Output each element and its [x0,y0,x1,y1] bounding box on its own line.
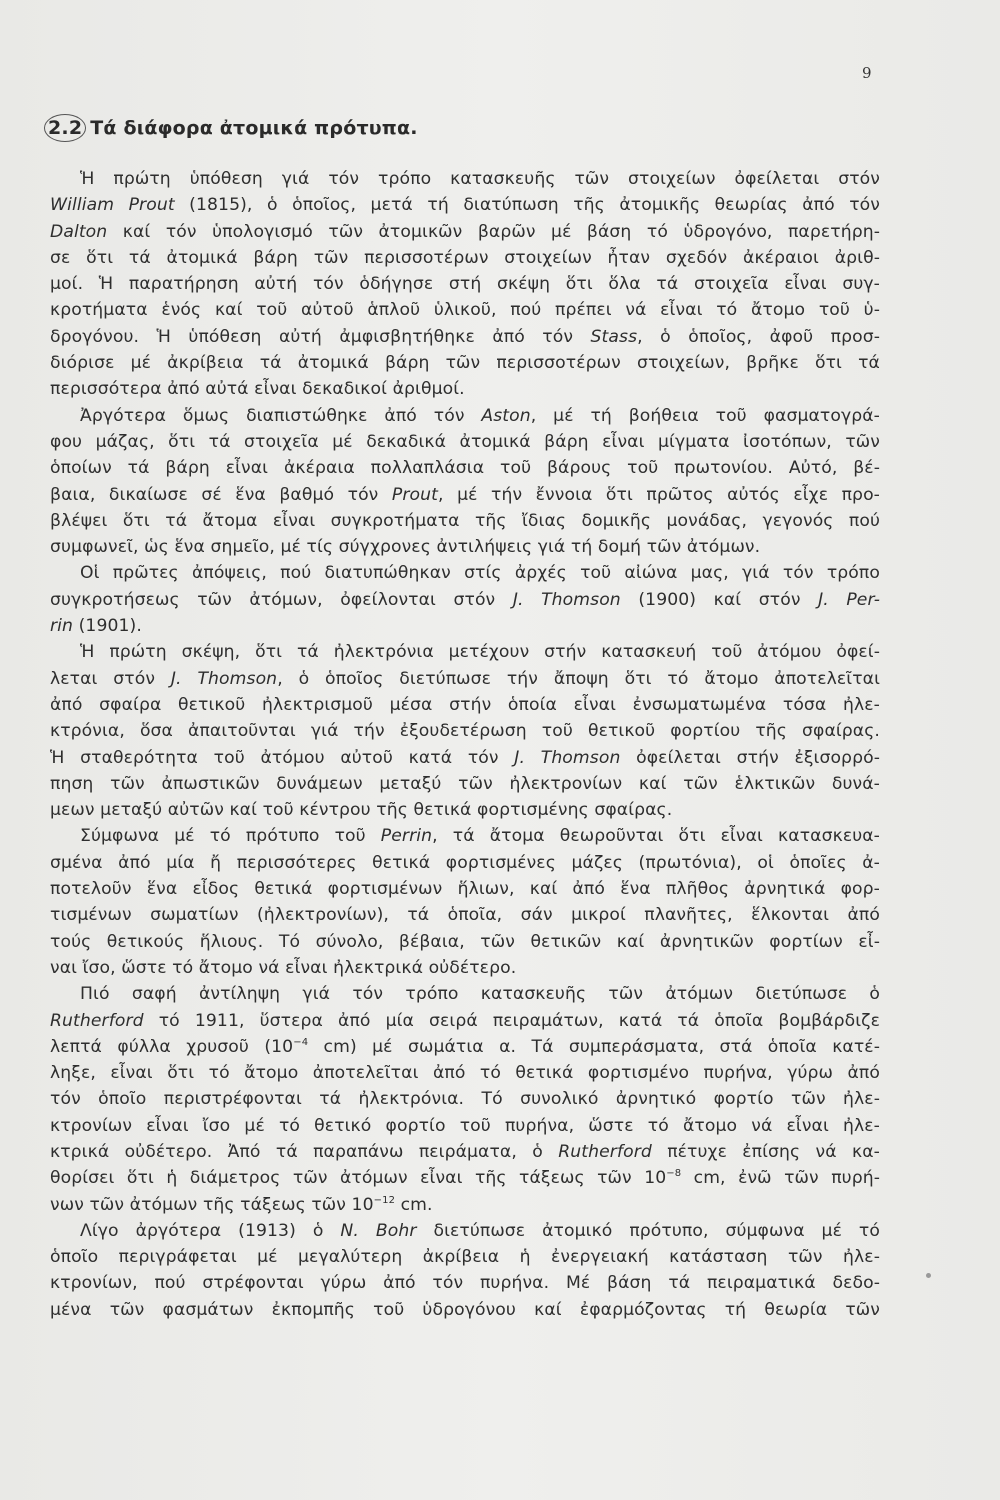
text-line: rin (1901). [50,616,142,637]
person-name: Aston [481,405,531,426]
exponent: −4 [293,1036,309,1048]
text-line: συμφωνεῖ, ὡς ἕνα σημεῖο, μέ τίς σύγχρονες ἀντιλήψεις γιά τή δομή τῶν ἀτόμων. [50,537,761,558]
text-line: Σύμφωνα μέ τό πρότυπο τοῦ Perrin, τά ἄτομα θεωροῦνται ὅτι εἶναι κατασκευα- [80,826,880,847]
text-line: λεπτά φύλλα χρυσοῦ ($10^{-4}$ cm) μέ σωμάτια α. Τά συμπεράσματα, στά ὁποῖα κατέ- [50,1036,880,1057]
text-line: κτρονίων, πού στρέφονται γύρω ἀπό τόν πυρήνα. Μέ βάση τά πειραματικά δεδο- [50,1273,880,1294]
person-name: Rutherford [558,1141,652,1162]
section-title: Τά διάφορα ἀτομικά πρότυπα. [90,117,418,139]
text-line: Πιό σαφή ἀντίληψη γιά τόν τρόπο κατασκευῆς τῶν ἀτόμων διετύπωσε ὁ [80,984,880,1005]
text-line: μένα τῶν φασμάτων ἐκπομπῆς τοῦ ὑδρογόνου καί ἐφαρμόζοντας τή θεωρία τῶν [50,1299,880,1320]
section-number: 2.2 [44,114,86,142]
person-name: J. Thomson [514,747,621,768]
text-line: ναι ἴσο, ὥστε τό ἄτομο νά εἶναι ἠλεκτρικά οὐδέτερο. [50,957,517,978]
text-line: λεται στόν J. Thomson, ὁ ὁποῖος διετύπωσε τήν ἄποψη ὅτι τό ἄτομο ἀποτελεῖται [50,668,881,689]
text-line: τόν ὁποῖο περιστρέφονται τά ἠλεκτρόνια. Τό συνολικό ἀρνητικό φορτίο τῶν ἠλε- [50,1089,880,1110]
text-line: ἀπό σφαίρα θετικοῦ ἠλεκτρισμοῦ μέσα στήν ὁποία εἶναι ἐνσωματωμένα τόσα ἠλε- [50,694,880,715]
text-line: σε ὅτι τά ἀτομικά βάρη τῶν περισσοτέρων στοιχείων ἦταν σχεδόν ἀκέραιοι ἀριθ- [50,247,880,268]
text-line: Rutherford τό 1911, ὕστερα ἀπό μία σειρά πειραμάτων, κατά τά ὁποῖα βομβάρδιζε [50,1010,880,1031]
text-line: διόρισε μέ ἀκρίβεια τά ἀτομικά βάρη τῶν περισσοτέρων στοιχείων, βρῆκε ὅτι τά [50,353,880,374]
exponent: −8 [666,1168,682,1180]
person-name: Prout [391,484,438,505]
text-line: Dalton καί τόν ὑπολογισμό τῶν ἀτομικῶν βαρῶν μέ βάση τό ὑδρογόνο, παρετήρη- [50,221,880,242]
person-name: Perrin [380,826,433,847]
text-line: Ἀργότερα ὅμως διαπιστώθηκε ἀπό τόν Aston, μέ τή βοήθεια τοῦ φασματογρά- [80,405,880,426]
text-line: ληξε, εἶναι ὅτι τό ἄτομο ἀποτελεῖται ἀπό τό θετικά φορτισμένο πυρήνα, γύρω ἀπό [50,1063,880,1084]
person-name: J. Thomson [170,668,278,689]
text-line: ποτελοῦν ἕνα εἶδος θετικά φορτισμένων ἥλιων, καί ἀπό ἕνα πλῆθος ἀρνητικά φορ- [50,879,880,900]
text-line: Οἱ πρῶτες ἀπόψεις, πού διατυπώθηκαν στίς ἀρχές τοῦ αἰώνα μας, γιά τόν τρόπο [80,563,880,584]
text-line: τούς θετικούς ἥλιους. Τό σύνολο, βέβαια, τῶν θετικῶν καί ἀρνητικῶν φορτίων εἶ- [50,931,880,952]
person-name: William Prout [50,195,175,216]
text-line: Λίγο ἀργότερα (1913) ὁ N. Bohr διετύπωσε ἀτομικό πρότυπο, σύμφωνα μέ τό [80,1220,880,1241]
person-name: J. Thomson [512,589,621,610]
text-line: Ἡ πρώτη σκέψη, ὅτι τά ἠλεκτρόνια μετέχουν στήν κατασκευή τοῦ ἀτόμου ὀφεί- [80,642,880,663]
text-line: φου μάζας, ὅτι τά στοιχεῖα μέ δεκαδικά ἀτομικά βάρη εἶναι μίγματα ἰσοτόπων, τῶν [50,431,880,452]
text-line: βαια, δικαίωσε σέ ἕνα βαθμό τόν Prout, μέ τήν ἔννοια ὅτι πρῶτος αὐτός εἶχε προ- [50,484,880,505]
text-line: περισσότερα ἀπό αὐτά εἶναι δεκαδικοί ἀριθμοί. [50,379,465,400]
text-line: ὁποίων τά βάρη εἶναι ἀκέραια πολλαπλάσια τοῦ βάρους τοῦ πρωτονίου. Αὐτό, βέ- [50,458,880,479]
text-line: μοί. Ἡ παρατήρηση αὐτή τόν ὁδήγησε στή σκέψη ὅτι ὅλα τά στοιχεῖα εἶναι συγ- [50,274,880,295]
text-line: νων τῶν ἀτόμων τῆς τάξεως τῶν $10^{-12}$ cm. [50,1194,433,1215]
person-name: rin [50,616,74,637]
text-line: κτρόνια, ὅσα ἀπαιτοῦνται γιά τήν ἐξουδετέρωση τοῦ θετικοῦ φορτίου τῆς σφαίρας. [50,721,880,742]
person-name: Rutherford [50,1010,144,1031]
text-line: William Prout (1815), ὁ ὁποῖος, μετά τή διατύπωση τῆς ἀτομικῆς θεωρίας ἀπό τόν [50,195,880,216]
text-line: κροτήματα ἑνός καί τοῦ αὐτοῦ ἁπλοῦ ὑλικοῦ, πού πρέπει νά εἶναι τό ἄτομο τοῦ ὑ- [50,300,880,321]
person-name: Stass [590,326,638,347]
person-name: J. Per- [818,589,881,610]
text-line: μεων μεταξύ αὐτῶν καί τοῦ κέντρου τῆς θετικά φορτισμένης σφαίρας. [50,800,673,821]
text-line: σμένα ἀπό μία ἤ περισσότερες θετικά φορτισμένες μάζες (πρωτόνια), οἱ ὁποῖες ἀ- [50,852,880,873]
text-line: βλέψει ὅτι τά ἄτομα εἶναι συγκροτήματα τῆς ἴδιας δομικῆς μονάδας, γεγονός πού [50,510,880,531]
text-line: κτρικά οὐδέτερο. Ἀπό τά παραπάνω πειράματα, ὁ Rutherford πέτυχε ἐπίσης νά κα- [50,1141,880,1162]
section-heading [50,114,418,142]
person-name: N. Bohr [340,1220,417,1241]
text-line: πηση τῶν ἀπωστικῶν δυνάμεων μεταξύ τῶν ἠλεκτρονίων καί τῶν ἑλκτικῶν δυνά- [50,773,880,794]
text-line: Ἡ πρώτη ὑπόθεση γιά τόν τρόπο κατασκευῆς τῶν στοιχείων ὀφείλεται στόν [80,169,880,189]
body-text [50,166,880,1323]
text-line: δρογόνου. Ἡ ὑπόθεση αὐτή ἀμφισβητήθηκε ἀπό τόν Stass, ὁ ὁποῖος, ἀφοῦ προσ- [50,326,880,347]
text-line: Ἡ σταθερότητα τοῦ ἀτόμου αὐτοῦ κατά τόν J. Thomson ὀφείλεται στήν ἐξισορρό- [50,747,880,768]
text-line: κτρονίων εἶναι ἴσο μέ τό θετικό φορτίο τοῦ πυρήνα, ὥστε τό ἄτομο νά εἶναι ἠλε- [50,1115,880,1136]
text-line: τισμένων σωματίων (ἠλεκτρονίων), τά ὁποῖα, σάν μικροί πλανῆτες, ἕλκονται ἀπό [50,905,880,926]
page-number: 9 [862,64,872,82]
text-line: ὁποῖο περιγράφεται μέ μεγαλύτερη ἀκρίβεια ἡ ἐνεργειακή κατάσταση τῶν ἠλε- [50,1247,880,1268]
text-line: θορίσει ὅτι ἡ διάμετρος τῶν ἀτόμων εἶναι τῆς τάξεως τῶν $10^{-8}$ cm, ἐνῶ τῶν πυρή- [50,1168,880,1189]
text-line: συγκροτήσεως τῶν ἀτόμων, ὀφείλονται στόν J. Thomson (1900) καί στόν J. Per- [50,589,881,610]
paper-speck [926,1273,931,1278]
exponent: −12 [373,1194,396,1206]
person-name: Dalton [50,221,108,242]
